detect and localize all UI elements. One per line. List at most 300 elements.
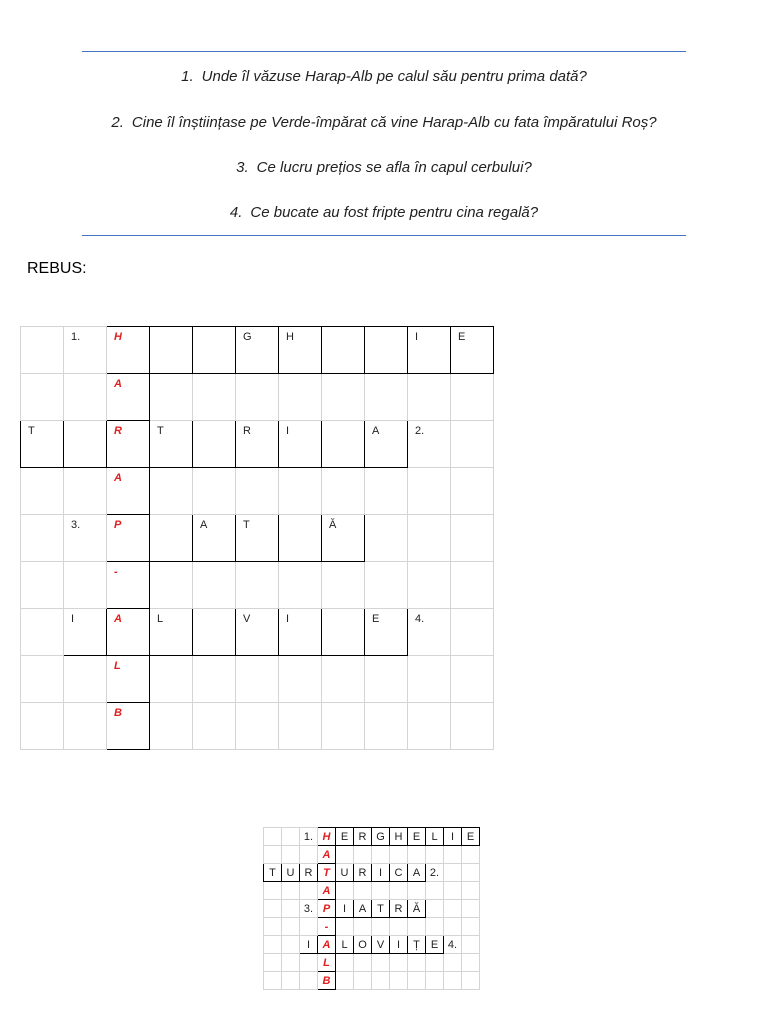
cell-letter: V [376,938,385,951]
cell-letter: Ă [329,519,337,531]
key-cell [107,421,150,468]
grid-cell [408,421,451,468]
grid-cell [390,954,408,972]
grid-cell [408,609,451,656]
cell-letter: 2. [429,866,440,879]
grid-row [264,846,480,864]
grid-row [21,703,494,750]
grid-cell [150,703,193,750]
cell-letter: T [269,866,276,879]
grid-row [264,954,480,972]
grid-cell [193,327,236,374]
grid-cell [282,828,300,846]
rebus-heading: REBUS: [27,260,87,277]
question-text: Cine îl înștiințase pe Verde-împărat că vine Harap-Alb cu fata împăratului Roș? [131,114,657,131]
grid-cell [426,828,444,846]
cell-letter: A [412,866,421,879]
cell-letter: R [358,830,367,843]
cell-letter: T [28,425,35,437]
grid-cell [408,936,426,954]
key-cell [318,972,336,990]
grid-cell [451,468,494,515]
grid-cell [444,828,462,846]
grid-cell [451,656,494,703]
grid-cell [462,864,480,882]
grid-cell [279,421,322,468]
grid-cell [21,421,64,468]
grid-cell [426,972,444,990]
question-number: 2. [111,114,124,131]
grid-cell [444,954,462,972]
grid-cell [150,374,193,421]
cell-letter: I [378,866,383,879]
grid-cell [451,703,494,750]
grid-row [21,374,494,421]
crossword-blank-grid [20,326,494,750]
grid-cell [426,918,444,936]
grid-cell [462,900,480,918]
key-cell [318,882,336,900]
grid-cell [408,900,426,918]
grid-cell [193,515,236,562]
grid-cell [282,900,300,918]
cell-letter: I [415,331,419,343]
grid-cell [21,468,64,515]
grid-cell [150,609,193,656]
grid-cell [365,327,408,374]
cell-letter: A [372,425,380,437]
grid-cell [408,864,426,882]
question-2 [0,114,768,131]
grid-cell [426,954,444,972]
grid-cell [462,936,480,954]
grid-cell [150,421,193,468]
key-cell [107,515,150,562]
cell-letter: - [114,566,118,578]
key-cell [107,562,150,609]
grid-cell [365,421,408,468]
cell-letter: A [114,472,122,484]
crossword-solved-grid [263,827,480,990]
key-cell [318,900,336,918]
cell-letter: H [114,331,122,343]
cell-letter: L [323,956,330,969]
grid-cell [236,327,279,374]
cell-letter: R [114,425,122,437]
grid-cell [150,562,193,609]
grid-cell [193,421,236,468]
grid-cell [372,846,390,864]
grid-cell [282,936,300,954]
cell-letter: 3. [303,902,314,915]
grid-cell [408,562,451,609]
grid-cell [193,656,236,703]
cell-letter: I [450,830,455,843]
grid-cell [354,882,372,900]
cell-letter: V [243,613,251,625]
key-cell [107,656,150,703]
grid-cell [372,972,390,990]
cell-letter: B [114,707,122,719]
grid-cell [372,954,390,972]
key-cell [107,703,150,750]
grid-cell [322,703,365,750]
cell-letter: L [341,938,348,951]
grid-cell [64,656,107,703]
grid-cell [64,468,107,515]
key-cell [107,374,150,421]
grid-cell [236,656,279,703]
grid-cell [150,515,193,562]
grid-cell [322,327,365,374]
question-text: Ce bucate au fost fripte pentru cina regală? [250,204,539,221]
key-cell [318,936,336,954]
grid-cell [462,846,480,864]
grid-cell [365,468,408,515]
grid-cell [444,936,462,954]
cell-letter: R [394,902,403,915]
grid-cell [354,828,372,846]
grid-cell [365,703,408,750]
grid-cell [282,954,300,972]
grid-cell [408,954,426,972]
grid-cell [322,515,365,562]
grid-cell [426,900,444,918]
bottom-rule [82,235,686,236]
grid-cell [264,936,282,954]
cell-letter: U [340,866,349,879]
grid-cell [408,468,451,515]
grid-cell [408,374,451,421]
cell-letter: P [322,902,331,915]
grid-cell [372,900,390,918]
grid-cell [462,972,480,990]
cell-letter: L [114,660,121,672]
cell-letter: 1. [71,331,81,343]
grid-cell [336,900,354,918]
grid-cell [365,656,408,703]
grid-cell [336,846,354,864]
grid-cell [408,882,426,900]
grid-cell [322,374,365,421]
cell-letter: H [394,830,403,843]
cell-letter: H [322,830,331,843]
grid-cell [390,900,408,918]
grid-cell [21,656,64,703]
cell-letter: C [394,866,403,879]
grid-cell [426,882,444,900]
grid-row [264,972,480,990]
grid-cell [279,609,322,656]
grid-cell [300,900,318,918]
grid-cell [64,421,107,468]
grid-cell [426,864,444,882]
cell-letter: I [396,938,401,951]
grid-cell [372,918,390,936]
grid-cell [462,954,480,972]
key-cell [318,828,336,846]
grid-row [264,918,480,936]
grid-cell [336,918,354,936]
grid-row [264,936,480,954]
cell-letter: A [114,613,122,625]
grid-cell [451,609,494,656]
grid-cell [193,609,236,656]
grid-row [21,609,494,656]
grid-cell [354,864,372,882]
grid-cell [390,918,408,936]
grid-cell [236,468,279,515]
grid-cell [444,864,462,882]
grid-cell [336,828,354,846]
cell-letter: I [342,902,347,915]
grid-cell [21,327,64,374]
grid-cell [354,936,372,954]
grid-cell [300,882,318,900]
grid-cell [336,936,354,954]
grid-cell [64,515,107,562]
grid-cell [390,972,408,990]
cell-letter: B [322,974,331,987]
grid-cell [279,327,322,374]
grid-cell [236,374,279,421]
grid-row [264,828,480,846]
grid-cell [390,828,408,846]
cell-letter: 4. [447,938,458,951]
grid-cell [390,846,408,864]
cell-letter: R [243,425,251,437]
grid-cell [264,882,282,900]
grid-cell [444,900,462,918]
cell-letter: I [306,938,311,951]
cell-letter: A [200,519,208,531]
grid-cell [193,374,236,421]
grid-cell [264,954,282,972]
grid-cell [336,864,354,882]
question-number: 3. [236,159,249,176]
cell-letter: P [114,519,122,531]
key-cell [107,327,150,374]
grid-cell [336,882,354,900]
grid-cell [150,327,193,374]
grid-cell [300,972,318,990]
grid-cell [444,882,462,900]
grid-cell [354,918,372,936]
question-1 [0,68,768,85]
cell-letter: R [304,866,313,879]
grid-cell [451,327,494,374]
grid-cell [444,846,462,864]
grid-cell [408,846,426,864]
grid-cell [236,515,279,562]
cell-letter: E [340,830,349,843]
cell-letter: A [114,378,122,390]
grid-cell [300,954,318,972]
cell-letter: E [372,613,380,625]
grid-cell [282,846,300,864]
grid-cell [336,972,354,990]
grid-cell [365,562,408,609]
cell-letter: T [243,519,250,531]
cell-letter: A [322,938,331,951]
grid-cell [426,846,444,864]
cell-letter: E [458,331,466,343]
grid-cell [236,562,279,609]
cell-letter: L [157,613,164,625]
grid-cell [354,846,372,864]
grid-cell [462,918,480,936]
key-cell [318,954,336,972]
grid-cell [365,374,408,421]
question-number: 1. [181,68,194,85]
grid-cell [279,703,322,750]
key-cell [318,918,336,936]
cell-letter: I [286,613,290,625]
grid-cell [451,374,494,421]
grid-cell [21,515,64,562]
grid-cell [365,515,408,562]
grid-cell [444,972,462,990]
grid-row [264,900,480,918]
grid-row [21,468,494,515]
grid-cell [264,864,282,882]
grid-cell [365,609,408,656]
grid-cell [451,421,494,468]
cell-letter: 2. [415,425,425,437]
grid-cell [300,918,318,936]
grid-cell [408,327,451,374]
grid-cell [264,828,282,846]
cell-letter: I [286,425,290,437]
cell-letter: U [286,866,295,879]
cell-letter: H [286,331,294,343]
grid-cell [451,562,494,609]
grid-cell [408,703,451,750]
grid-cell [322,468,365,515]
grid-cell [279,468,322,515]
question-4 [0,204,768,221]
grid-cell [390,936,408,954]
grid-cell [64,703,107,750]
grid-cell [408,656,451,703]
cell-letter: L [431,830,438,843]
grid-cell [408,918,426,936]
key-cell [318,846,336,864]
question-text: Ce lucru prețios se afla în capul cerbului? [256,159,532,176]
cell-letter: T [157,425,164,437]
grid-cell [21,562,64,609]
grid-cell [408,972,426,990]
grid-cell [193,562,236,609]
grid-cell [236,609,279,656]
top-rule [82,51,686,52]
grid-cell [336,954,354,972]
question-text: Unde îl văzuse Harap-Alb pe calul său pentru prima dată? [201,68,587,85]
grid-cell [193,703,236,750]
cell-letter: 4. [415,613,425,625]
grid-cell [300,828,318,846]
grid-cell [408,515,451,562]
grid-cell [150,656,193,703]
question-number: 4. [229,204,243,221]
cell-letter: G [243,331,252,343]
grid-cell [322,656,365,703]
grid-cell [279,515,322,562]
grid-cell [236,421,279,468]
grid-cell [300,936,318,954]
grid-cell [426,936,444,954]
cell-letter: Ț [413,938,420,951]
grid-cell [462,828,480,846]
grid-cell [21,609,64,656]
cell-letter: - [324,920,329,933]
cell-letter: A [358,902,367,915]
grid-cell [372,936,390,954]
cell-letter: E [412,830,421,843]
key-cell [318,864,336,882]
cell-letter: I [71,613,75,625]
grid-row [21,562,494,609]
key-cell [107,609,150,656]
grid-cell [322,562,365,609]
grid-cell [354,954,372,972]
grid-cell [354,972,372,990]
grid-row [21,656,494,703]
grid-cell [64,374,107,421]
cell-letter: T [323,866,330,879]
cell-letter: T [377,902,384,915]
cell-letter: 3. [71,519,81,531]
grid-cell [354,900,372,918]
grid-cell [264,846,282,864]
grid-cell [408,828,426,846]
grid-cell [300,846,318,864]
grid-cell [300,864,318,882]
grid-row [21,421,494,468]
grid-cell [21,374,64,421]
grid-cell [279,562,322,609]
grid-cell [21,703,64,750]
grid-cell [64,609,107,656]
grid-cell [372,882,390,900]
cell-letter: G [376,830,385,843]
cell-letter: 1. [303,830,314,843]
grid-cell [372,864,390,882]
grid-cell [322,609,365,656]
cell-letter: Ă [412,902,421,915]
grid-cell [264,918,282,936]
grid-row [264,882,480,900]
grid-cell [264,900,282,918]
cell-letter: O [358,938,367,951]
grid-row [21,515,494,562]
grid-cell [236,703,279,750]
grid-cell [64,562,107,609]
grid-cell [451,515,494,562]
grid-cell [279,656,322,703]
grid-cell [282,882,300,900]
grid-cell [462,882,480,900]
question-3 [0,159,768,176]
grid-cell [64,327,107,374]
grid-row [21,327,494,374]
grid-cell [279,374,322,421]
grid-cell [282,864,300,882]
grid-cell [322,421,365,468]
cell-letter: E [466,830,475,843]
grid-cell [150,468,193,515]
grid-cell [372,828,390,846]
